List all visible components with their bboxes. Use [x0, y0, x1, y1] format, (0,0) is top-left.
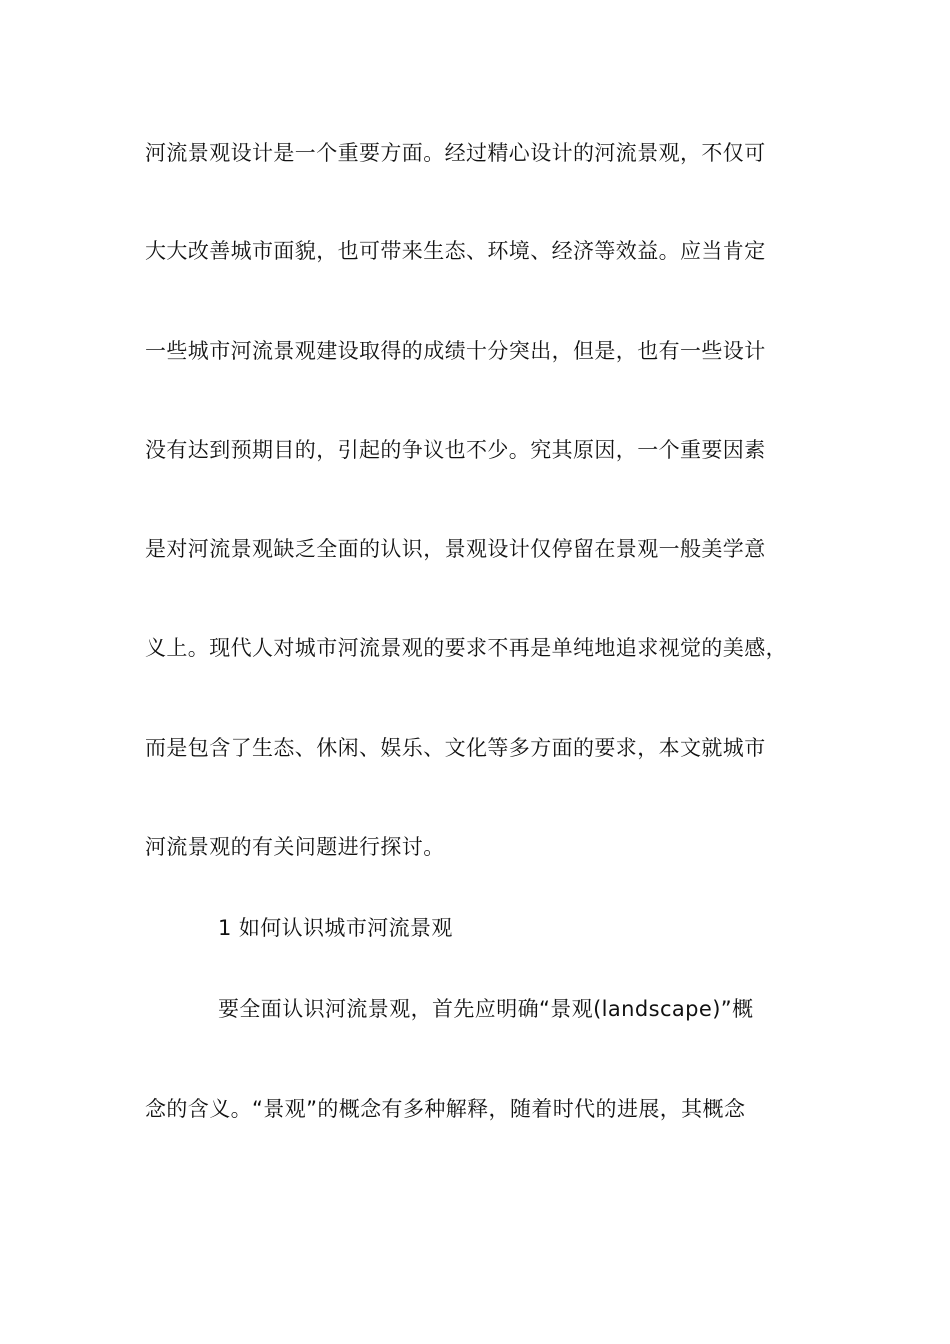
- section-heading: 1 如何认识城市河流景观: [218, 916, 453, 940]
- paragraph-line-6: 义上。现代人对城市河流景观的要求不再是单纯地追求视觉的美感，: [145, 636, 787, 660]
- paragraph-line-8: 河流景观的有关问题进行探讨。: [145, 835, 445, 859]
- paragraph-line-5: 是对河流景观缺乏全面的认识，景观设计仅停留在景观一般美学意: [145, 537, 766, 561]
- paragraph-line-1: 河流景观设计是一个重要方面。经过精心设计的河流景观，不仅可: [145, 141, 766, 165]
- paragraph-line-4: 没有达到预期目的，引起的争议也不少。究其原因，一个重要因素: [145, 438, 766, 462]
- paragraph-line-3: 一些城市河流景观建设取得的成绩十分突出，但是，也有一些设计: [145, 339, 766, 363]
- paragraph2-line-2: 念的含义。“景观”的概念有多种解释，随着时代的进展，其概念: [145, 1097, 746, 1121]
- paragraph-line-2: 大大改善城市面貌，也可带来生态、环境、经济等效益。应当肯定: [145, 239, 766, 263]
- paragraph-line-7: 而是包含了生态、休闲、娱乐、文化等多方面的要求，本文就城市: [145, 736, 766, 760]
- paragraph2-line-1: 要全面认识河流景观，首先应明确“景观(landscape)”概: [218, 997, 754, 1021]
